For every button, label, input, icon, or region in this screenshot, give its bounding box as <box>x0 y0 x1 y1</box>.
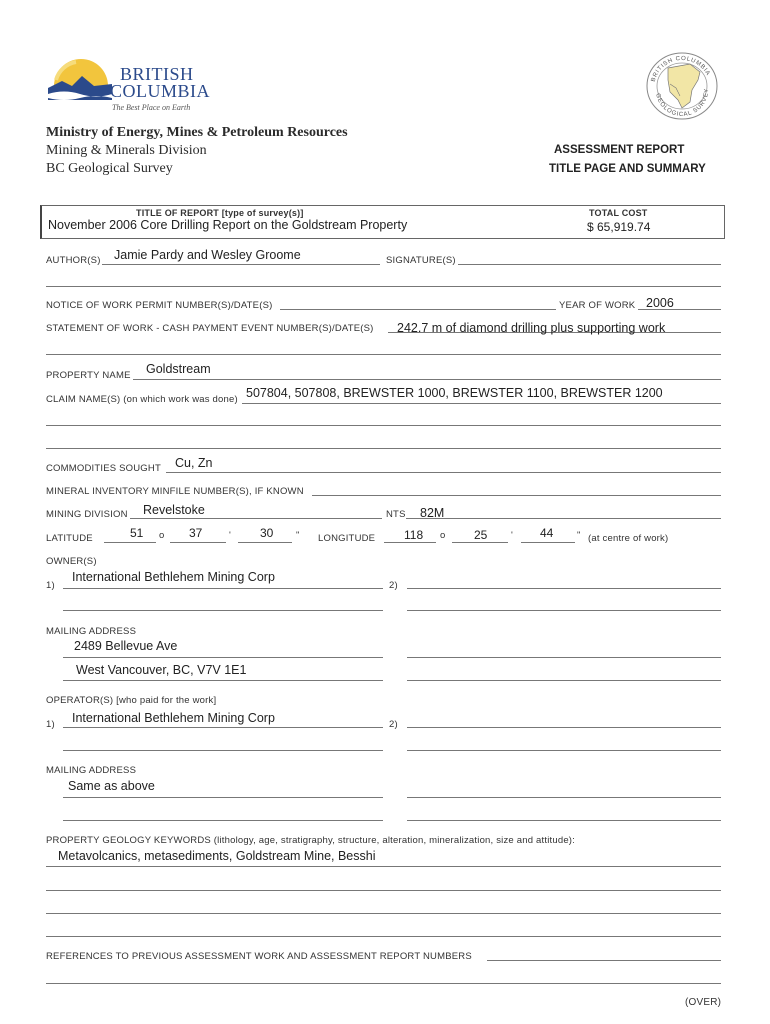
title-of-report-label: TITLE OF REPORT [type of survey(s)] <box>136 208 304 218</box>
mining-division-field[interactable]: Revelstoke <box>143 503 205 517</box>
owner-2-field[interactable] <box>407 588 721 589</box>
report-subheading: TITLE PAGE AND SUMMARY <box>549 163 706 175</box>
seal-text-bottom: GEOLOGICAL SURVEY <box>654 87 711 119</box>
latitude-label: LATITUDE <box>46 533 93 544</box>
author-extra-line[interactable] <box>46 286 721 287</box>
total-cost-label: TOTAL COST <box>589 208 648 218</box>
owner-mailing-line-1[interactable]: 2489 Bellevue Ave <box>74 639 178 653</box>
total-cost-field[interactable]: $ 65,919.74 <box>587 220 651 234</box>
lat-minute-symbol: ' <box>229 530 232 541</box>
owner-mailing-line-2[interactable]: West Vancouver, BC, V7V 1E1 <box>76 663 247 677</box>
operator-mailing-line-2[interactable] <box>63 820 383 821</box>
latitude-degrees-field[interactable]: 51 <box>130 526 144 540</box>
owner-mailing-line-2-underline <box>63 680 383 681</box>
geology-extra-line-1[interactable] <box>46 890 721 891</box>
notice-of-work-label: NOTICE OF WORK PERMIT NUMBER(S)/DATE(S) <box>46 300 273 311</box>
centre-of-work-note: (at centre of work) <box>588 533 669 544</box>
claims-extra-line-1[interactable] <box>46 425 721 426</box>
lat-second-symbol: " <box>296 530 300 541</box>
references-field[interactable] <box>487 960 721 961</box>
longitude-seconds-field[interactable]: 44 <box>540 526 554 540</box>
geology-keywords-label: PROPERTY GEOLOGY KEYWORDS (lithology, age, stratigraphy, structure, alteration, mineralization, size and attitude): <box>46 835 575 846</box>
commodities-field[interactable]: Cu, Zn <box>175 456 213 470</box>
owner-1-field[interactable]: International Bethlehem Mining Corp <box>72 570 275 584</box>
lon-deg-underline <box>384 542 436 543</box>
lat-deg-underline <box>104 542 156 543</box>
geology-keywords-underline <box>46 866 721 867</box>
references-label: REFERENCES TO PREVIOUS ASSESSMENT WORK AND ASSESSMENT REPORT NUMBERS <box>46 951 472 962</box>
latitude-seconds-field[interactable]: 30 <box>260 526 274 540</box>
logo-tagline: The Best Place on Earth <box>112 103 191 112</box>
statement-extra-line[interactable] <box>46 354 721 355</box>
seal-text-top: BRITISH COLUMBIA <box>650 55 711 83</box>
commodities-label: COMMODITIES SOUGHT <box>46 463 161 474</box>
statement-of-work-label: STATEMENT OF WORK - CASH PAYMENT EVENT NUMBER(S)/DATE(S) <box>46 323 374 334</box>
minfile-label: MINERAL INVENTORY MINFILE NUMBER(S), IF KNOWN <box>46 486 304 497</box>
nts-underline <box>406 518 721 519</box>
minfile-field[interactable] <box>312 495 721 496</box>
latitude-minutes-field[interactable]: 37 <box>189 526 203 540</box>
lon-second-symbol: " <box>577 530 581 541</box>
operator-mailing-line-1[interactable]: Same as above <box>68 779 155 793</box>
longitude-degrees-field[interactable]: 118 <box>404 528 424 542</box>
division-name: Mining & Minerals Division <box>46 143 207 158</box>
longitude-minutes-field[interactable]: 25 <box>474 528 488 542</box>
longitude-label: LONGITUDE <box>318 533 376 544</box>
lon-sec-underline <box>521 542 575 543</box>
ministry-name: Ministry of Energy, Mines & Petroleum Resources <box>46 125 348 140</box>
bc-logo-icon <box>46 56 116 106</box>
lat-min-underline <box>170 542 226 543</box>
references-extra-line[interactable] <box>46 983 721 984</box>
operator-1-underline <box>63 727 383 728</box>
geology-extra-line-3[interactable] <box>46 936 721 937</box>
owner-2-number: 2) <box>389 580 398 591</box>
owner-mailing-line-1-underline <box>63 657 383 658</box>
owner-1-number: 1) <box>46 580 55 591</box>
report-heading: ASSESSMENT REPORT <box>554 144 685 156</box>
geological-survey-seal <box>644 50 720 122</box>
commodities-underline <box>166 472 721 473</box>
owners-label: OWNER(S) <box>46 556 97 567</box>
operator-2-extra-line[interactable] <box>407 750 721 751</box>
owner-1-extra-line[interactable] <box>63 610 383 611</box>
operator-mailing-address-label: MAILING ADDRESS <box>46 765 137 776</box>
claim-names-label: CLAIM NAME(S) (on which work was done) <box>46 394 238 405</box>
claim-names-field[interactable]: 507804, 507808, BREWSTER 1000, BREWSTER 1100, BREWSTER 1200 <box>246 386 663 400</box>
bc-logo <box>46 56 216 118</box>
author-field[interactable]: Jamie Pardy and Wesley Groome <box>114 248 301 262</box>
year-of-work-label: YEAR OF WORK <box>559 300 636 311</box>
signature-field[interactable] <box>458 264 721 265</box>
operator-2-number: 2) <box>389 719 398 730</box>
claims-extra-line-2[interactable] <box>46 448 721 449</box>
over-note: (OVER) <box>685 997 722 1008</box>
claim-names-underline <box>242 403 721 404</box>
owner-1-underline <box>63 588 383 589</box>
owner-2-mailing-line-1[interactable] <box>407 657 721 658</box>
operator-1-number: 1) <box>46 719 55 730</box>
operator-1-extra-line[interactable] <box>63 750 383 751</box>
author-label: AUTHOR(S) <box>46 255 101 266</box>
owner-mailing-address-label: MAILING ADDRESS <box>46 626 137 637</box>
operator-2-field[interactable] <box>407 727 721 728</box>
author-underline <box>102 264 380 265</box>
lon-minute-symbol: ' <box>511 530 514 541</box>
geology-extra-line-2[interactable] <box>46 913 721 914</box>
signature-label: SIGNATURE(S) <box>386 255 456 266</box>
geology-keywords-field[interactable]: Metavolcanics, metasediments, Goldstream Mine, Besshi <box>58 849 376 863</box>
notice-of-work-field[interactable] <box>280 309 556 310</box>
lat-degree-symbol: o <box>159 530 165 541</box>
nts-label: NTS <box>386 509 406 520</box>
statement-of-work-field[interactable]: 242.7 m of diamond drilling plus supporting work <box>397 321 666 335</box>
operator-1-field[interactable]: International Bethlehem Mining Corp <box>72 711 275 725</box>
logo-line-2: COLUMBIA <box>110 81 211 101</box>
lat-sec-underline <box>238 542 292 543</box>
lon-degree-symbol: o <box>440 530 446 541</box>
lon-min-underline <box>452 542 508 543</box>
operators-label: OPERATOR(S) [who paid for the work] <box>46 695 217 706</box>
property-name-field[interactable]: Goldstream <box>146 362 211 376</box>
mining-division-underline <box>130 518 382 519</box>
survey-name: BC Geological Survey <box>46 161 173 176</box>
operator-2-mailing-line-1[interactable] <box>407 797 721 798</box>
title-of-report-field[interactable]: November 2006 Core Drilling Report on the Goldstream Property <box>48 218 408 232</box>
nts-field[interactable]: 82M <box>420 506 445 520</box>
owner-2-extra-line[interactable] <box>407 610 721 611</box>
logo-line-1: BRITISH <box>120 64 194 84</box>
operator-mailing-line-1-underline <box>63 797 383 798</box>
year-of-work-field[interactable]: 2006 <box>646 296 674 310</box>
mining-division-label: MINING DIVISION <box>46 509 128 520</box>
property-name-label: PROPERTY NAME <box>46 370 131 381</box>
property-name-underline <box>133 379 721 380</box>
operator-2-mailing-line-2[interactable] <box>407 820 721 821</box>
owner-2-mailing-line-2[interactable] <box>407 680 721 681</box>
